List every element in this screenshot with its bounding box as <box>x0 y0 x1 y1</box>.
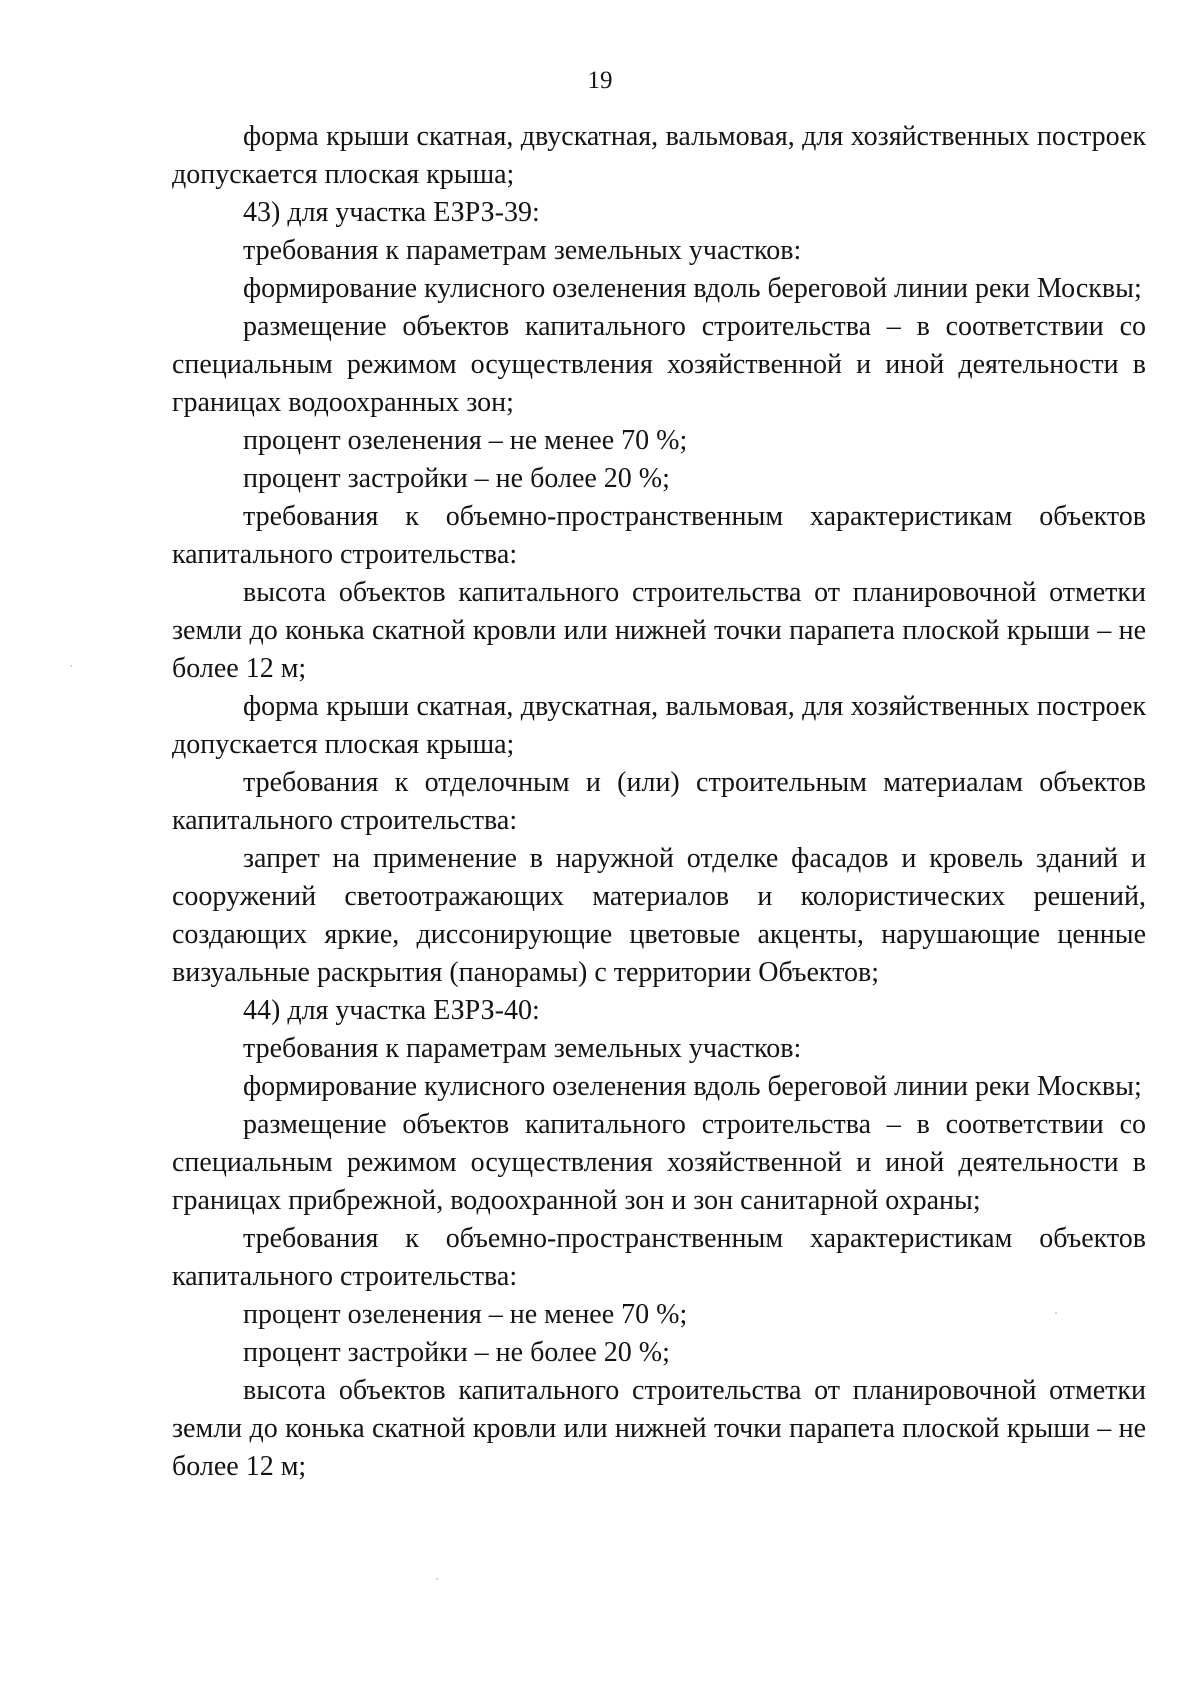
paragraph-building-percent-ezrz-39: процент застройки – не более 20 %; <box>243 463 670 494</box>
paragraph-greening-ezrz-40: формирование кулисного озеленения вдоль береговой линии реки Москвы; <box>243 1071 1142 1102</box>
paragraph-greening-percent-ezrz-39: процент озеленения – не менее 70 %; <box>243 425 688 456</box>
paragraph-roof-shape-ezrz-38: форма крыши скатная, двускатная, вальмовая, для хозяйственных построек допускается плоская крыша; <box>172 121 1146 190</box>
section-heading-ezrz-39: 43) для участка ЕЗРЗ-39: <box>243 197 540 228</box>
paragraph-greening-ezrz-39: формирование кулисного озеленения вдоль береговой линии реки Москвы; <box>243 273 1142 304</box>
page-number: 19 <box>587 67 613 94</box>
paragraph-land-requirements-ezrz-40: требования к параметрам земельных участков: <box>243 1033 802 1064</box>
scan-speck <box>1055 1312 1057 1314</box>
paragraph-materials-requirements-ezrz-39: требования к отделочным и (или) строительным материалам объектов капитального строительства: <box>172 767 1146 836</box>
paragraph-placement-ezrz-40: размещение объектов капитального строительства – в соответствии со специальным режимом осуществления хозяйственной и иной деятельности в границах прибрежной, водоохранной зон и зон санитарной охраны; <box>172 1109 1146 1216</box>
paragraph-greening-percent-ezrz-40: процент озеленения – не менее 70 %; <box>243 1299 688 1330</box>
scan-speck <box>70 665 72 667</box>
paragraph-volume-requirements-ezrz-40: требования к объемно-пространственным характеристикам объектов капитального строительства: <box>172 1223 1146 1292</box>
section-heading-ezrz-40: 44) для участка ЕЗРЗ-40: <box>243 995 540 1026</box>
paragraph-placement-ezrz-39: размещение объектов капитального строительства – в соответствии со специальным режимом осуществления хозяйственной и иной деятельности в границах водоохранных зон; <box>172 311 1146 418</box>
paragraph-building-percent-ezrz-40: процент застройки – не более 20 %; <box>243 1337 670 1368</box>
scan-speck <box>436 1578 438 1580</box>
paragraph-height-limit-ezrz-40: высота объектов капитального строительства от планировочной отметки земли до конька скатной кровли или нижней точки парапета плоской крыши – не более 12 м; <box>172 1375 1146 1482</box>
paragraph-volume-requirements-ezrz-39: требования к объемно-пространственным характеристикам объектов капитального строительства: <box>172 501 1146 570</box>
paragraph-roof-shape-ezrz-39: форма крыши скатная, двускатная, вальмовая, для хозяйственных построек допускается плоская крыша; <box>172 691 1146 760</box>
paragraph-height-limit-ezrz-39: высота объектов капитального строительства от планировочной отметки земли до конька скатной кровли или нижней точки парапета плоской крыши – не более 12 м; <box>172 577 1146 684</box>
document-body <box>172 118 1146 1486</box>
paragraph-facade-prohibition-ezrz-39: запрет на применение в наружной отделке фасадов и кровель зданий и сооружений светоотражающих материалов и колористических решений, создающих яркие, диссонирующие цветовые акценты, нарушающие ценные визуальные раскрытия (панорамы) с территории Объектов; <box>172 843 1146 988</box>
paragraph-land-requirements-ezrz-39: требования к параметрам земельных участков: <box>243 235 802 266</box>
